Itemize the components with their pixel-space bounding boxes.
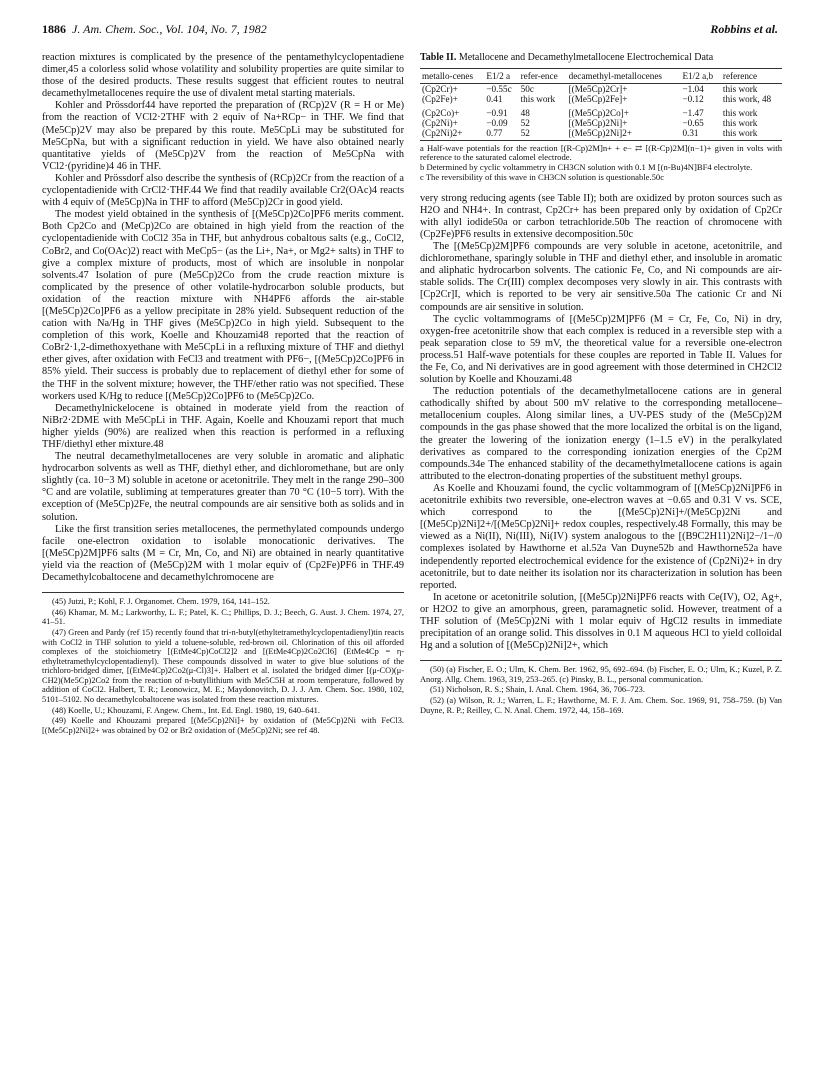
footnote: (51) Nicholson, R. S.; Shain, I. Anal. Chem. 1964, 36, 706–723.: [430, 685, 645, 695]
table-footnotes: [420, 144, 782, 183]
table-cell: (Cp2Ni)+: [422, 117, 458, 128]
table-cell: 50c: [520, 83, 534, 94]
footnote: (52) (a) Wilson, R. J.; Warren, L. F.; Hawthorne, M. F. J. Am. Chem. Soc. 1969, 91, 758–759. (b) Van Duyne, R. P.; Reilley, C. N. Anal. Chem. 1972, 44, 158–169.: [420, 696, 782, 715]
table-cell: [(Me5Cp)2Fe]+: [568, 93, 628, 104]
body-paragraph: The [(Me5Cp)2M]PF6 compounds are very soluble in acetone, acetonitrile, and dichloromethane, sparingly soluble in THF and diethyl ether, and insoluble in aromatic and aliphatic hydrocarbon solvents. The cationic Fe, Co, and Ni compounds are air-stable solids. The Cr(III) complex decomposes very slowly in air. This contrasts with [Cp2Cr]I, which is reported to be very air sensitive.50a The cationic Cr and Ni compounds are air sensitive in solution.: [420, 241, 782, 313]
table-cell: 52: [519, 128, 567, 141]
table-label: Table II.: [420, 52, 457, 63]
table-cell: this work: [520, 93, 556, 104]
footnote: (49) Koelle and Khouzami prepared [(Me5Cp)2Ni]+ by oxidation of (Me5Cp)2Ni with FeCl3. [(Me5Cp)2Ni]2+ was obtained by O2 or Br2 oxidation of (Me5Cp)2Ni; see ref 48.: [42, 716, 404, 735]
page-number: 1886: [42, 22, 66, 36]
table-row: [420, 83, 782, 94]
footnote: (47) Green and Pardy (ref 15) recently found that tri-n-butyl(ethyltetramethylcyclopentadienyl)tin reacts with CoCl2 in THF solution to yield a toluene-soluble, red-brown oil. Chlorination of this oil afforded complexes of the stoichiometry [(EtMe4Cp)CoCl2]2 and [(EtMe4Cp)2Co2Cl6] (EtMe4Cp = η-ethyltetramethylcyclopentadienyl). These compounds dissolved in water to give blue solutions of the trichloro-bridged dimer, [(EtMe4Cp)2Co2(μ-Cl)3]+. Halbert et al. isolated the bridged dimer [(μ-CO)(μ-CH2)(Me5Cp)2Co2 from the reaction of n-butyllithium with Me5C5H at room temperature, followed by addition of CoCl2. Halbert, T. R.; Leonowicz, M. E.; Maydonovitch, D. J. J. Am. Chem. Soc. 1980, 102, 5101–5102. No decamethylcobaltocene was isolated from these reaction mixtures.: [42, 627, 404, 705]
table-footnote: a Half-wave potentials for the reaction [(R-Cp)2M]n+ + e− ⇄ [(R-Cp)2M](n−1)+ given in volts with reference to the saturated calomel electrode.: [420, 142, 782, 163]
table-caption: [420, 52, 782, 64]
table-row: [420, 128, 782, 141]
table-cell: −1.47: [682, 107, 704, 118]
body-paragraph: reaction mixtures is complicated by the presence of the pentamethylcyclopentadiene dimer,45 a colorless solid whose volatility and solubility properties are quite similar to those of the desired products. These results suggest that efficient routes to neutral decamethylmetallocenes require the use of divalent metal starting materials.: [42, 52, 404, 100]
table-header: E1/2 a,b: [680, 68, 720, 83]
table-cell: [(Me5Cp)2Co]+: [568, 107, 629, 118]
table-cell: −0.12: [682, 93, 704, 104]
body-paragraph: very strong reducing agents (see Table II); both are oxidized by proton sources such as H2O and NH4+. In contrast, Cp2Cr+ has been prepared only by oxidation of Cp2Cr with allyl iodide50a or carbon tetrachloride.50b The reaction of chromocene with (Cp2Fe)PF6 results in extensive decomposition.50c: [420, 192, 782, 240]
table-cell: −0.65: [682, 117, 704, 128]
table-cell: this work: [722, 107, 758, 118]
table-title: Metallocene and Decamethylmetallocene Electrochemical Data: [458, 52, 714, 63]
table-cell: this work, 48: [722, 93, 772, 104]
running-header: [42, 22, 778, 38]
table-cell: this work: [721, 128, 782, 141]
table-cell: −0.09: [486, 117, 508, 128]
table-header: E1/2 a: [484, 68, 518, 83]
table-cell: this work: [722, 117, 758, 128]
right-column: [420, 52, 782, 716]
table-footnote: c The reversibility of this wave in CH3CN solution is questionable.50c: [420, 171, 665, 182]
journal-citation: J. Am. Chem. Soc., Vol. 104, No. 7, 1982: [72, 22, 267, 36]
body-paragraph: The reduction potentials of the decamethylmetallocene cations are in general cathodically shifted by about 500 mV relative to the corresponding metallocene–metallocenium couples. Along similar lines, a UV-PES study of the (Me5Cp)2M compounds in the gas phase showed that the more localized the orbital is on the ligand, the greater the lowering of the ionization energy (1–1.5 eV) in the peralkylated derivatives as compared to the corresponding ionization energies of the Cp2M compounds.34e The enhanced stability of the decamethylmetallocene cations is again attributed to the electron-donating properties of the substituent methyl groups.: [420, 386, 782, 482]
table-cell: this work: [722, 83, 758, 94]
table-cell: −0.55c: [486, 83, 512, 94]
footnotes: [42, 597, 404, 735]
table-cell: −1.04: [682, 83, 704, 94]
body-paragraph: Like the first transition series metallocenes, the permethylated compounds undergo facile one-electron oxidation to isolable monocationic derivatives. The [(Me5Cp)2M]PF6 salts (M = Cr, Mn, Co, and Ni) are obtained in nearly quantitative yield via the reaction of (Me5Cp)2M with 1 molar equiv of (Cp2Fe)PF6 in THF.49 Decamethylcobaltocene and decamethylchromocene are: [42, 523, 404, 584]
table-header: metallo-cenes: [420, 68, 484, 83]
table-cell: [(Me5Cp)2Cr]+: [568, 83, 628, 94]
table-cell: 52: [520, 117, 530, 128]
table-cell: 0.77: [484, 128, 518, 141]
table-row: [420, 94, 782, 104]
table-cell: [(Me5Cp)2Ni]2+: [567, 128, 681, 141]
table-cell: (Cp2Co)+: [422, 107, 460, 118]
table-cell: (Cp2Cr)+: [422, 83, 458, 94]
body-paragraph: The modest yield obtained in the synthesis of [(Me5Cp)2Co]PF6 merits comment. Both Cp2Co and (MeCp)2Co are obtained in high yield from the reaction of the cyclopentadienide with CoCl2 35a in THF, but anhydrous cobaltous salts (e.g., CoCl2, CoBr2, and Co(OAc)2) react with MeCp5− (as the Li+, Na+, or Mg2+ salts) in THF to give a complex mixture of products, most of which are insoluble in nonpolar solvents.47 Isolation of pure (Me5Cp)2Co from the crude reaction mixture is complicated by the presence of other volatile-hydrocarbon soluble products, but oxidation of the reaction mixture with NH4PF6 affords the air-stable [(Me5Cp)2Co]PF6 as a yellow precipitate in 28% yield. Subsequent reduction of the cation with Na/Hg in THF gives (Me5Cp)2Co in high yield. Subsequent to the completion of this work, Koelle and Khouzami48 reported that the reaction of CoBr2·1,2-dimethoxyethane with Me5CpLi in a refluxing mixture of THF and diethyl ether gives, after oxidation with FeCl3 and treatment with PF6−, [(Me5Cp)2Co]PF6 in 85% yield. Their success is probably due to replacement of diethyl ether for some of the THF in the solvent mixture; however, the THF/ether ratio was not specified. These workers used K/Hg to reduce [(Me5Cp)2Co]PF6 to (Me5Cp)2Co.: [42, 209, 404, 402]
footnotes: [420, 665, 782, 715]
table-header: reference: [721, 68, 782, 83]
footnote-divider: [42, 592, 404, 593]
left-column: [42, 52, 404, 736]
body-paragraph: As Koelle and Khouzami found, the cyclic voltammogram of [(Me5Cp)2Ni]PF6 in acetonitrile exhibits two reversible, one-electron waves at −0.65 and 0.31 V vs. SCE, which correspond to the [(Me5Cp)2Ni]+/(Me5Cp)2Ni and [(Me5Cp)2Ni]2+/[(Me5Cp)2Ni]+ redox couples, respectively.48 Formally, this may be viewed as a Ni(II), Ni(III), Ni(IV) system analogous to the [(B9C2H11)2Ni]2−/1−/0 complexes isolated by Hawthorne et al.52a Van Duyne52b and Hawthorne52a have independently reported electrochemical evidence for the existence of (Cp2Ni)2+ in dry acetonitrile, but to date neither its isolation nor its characterization in solution has been reported.: [420, 482, 782, 591]
table-cell: (Cp2Ni)2+: [420, 128, 484, 141]
table-header: refer-ence: [519, 68, 567, 83]
footnote: (45) Jutzi, P.; Kohl, F. J. Organomet. Chem. 1979, 164, 141–152.: [52, 597, 270, 607]
table-cell: (Cp2Fe)+: [422, 93, 458, 104]
table-row: [420, 104, 782, 118]
table-cell: −0.91: [486, 107, 508, 118]
footnote: (48) Koelle, U.; Khouzami, F. Angew. Chem., Int. Ed. Engl. 1980, 19, 640–641.: [52, 705, 320, 715]
footnote: (50) (a) Fischer, E. O.; Ulm, K. Chem. Ber. 1962, 95, 692–694. (b) Fischer, E. O.; Ulm, K.; Kuzel, P. Z. Anorg. Allg. Chem. 1963, 319, 253–265. (c) Pinsky, B. L., personal communication.: [420, 665, 782, 684]
body-paragraph: Decamethylnickelocene is obtained in moderate yield from the reaction of NiBr2·2DME with Me5CpLi in THF. Again, Koelle and Khouzami report that much higher yields (90%) are realized when this reaction is performed in a refluxing THF/diethyl ether mixture.48: [42, 402, 404, 450]
table-cell: 0.41: [486, 93, 503, 104]
table-cell: 0.31: [680, 128, 720, 141]
table-row: [420, 118, 782, 128]
table-cell: [(Me5Cp)2Ni]+: [568, 117, 628, 128]
table-header: decamethyl-metallocenes: [567, 68, 681, 83]
footnote-divider: [420, 660, 782, 661]
table-cell: 48: [520, 107, 530, 118]
body-paragraph: In acetone or acetonitrile solution, [(Me5Cp)2Ni]PF6 reacts with Ce(IV), O2, Ag+, or H2O2 to give an amorphous, green, paramagnetic solid. However, treatment of a THF solution of (Me5Cp)2Ni with 1 molar equiv of HgCl2 results in immediate precipitation of an orange solid. This dissolves in 0.1 M aqueous HCl to yield colloidal Hg and a solution of [(Me5Cp)2Ni]2+, which: [420, 591, 782, 652]
body-paragraph: Kohler and Prössdorf also describe the synthesis of (RCp)2Cr from the reaction of a cyclopentadienide with CrCl2·THF.44 We find that readily available Cr2(OAc)4 reacts with 4 equiv of (Me5Cp)Na in THF to afford (Me5Cp)2Cr in good yield.: [42, 172, 404, 209]
body-paragraph: The neutral decamethylmetallocenes are very soluble in aromatic and aliphatic hydrocarbon solvents as well as THF, diethyl ether, and dichloromethane, but are only slightly (ca. 10−3 M) soluble in acetone or acetonitrile. They melt in the range 290–300 °C and are volatile, subliming at temperatures greater than 70 °C (10−5 torr). With the exception of (Me5Cp)2Fe, the neutral compounds are air sensitive both as solids and in solution.: [42, 451, 404, 523]
body-paragraph: The cyclic voltammograms of [(Me5Cp)2M]PF6 (M = Cr, Fe, Co, Ni) in dry, oxygen-free acetonitrile show that each complex is reduced in a reversible step with a peak separation close to 59 mV, the theoretical value for a reversible one-electron process.51 Half-wave potentials for these couples are reported in Table II. Values for the Fe, Co, and Ni derivatives are in good agreement with those determined in CH2Cl2 solution by Koelle and Khouzami.48: [420, 313, 782, 386]
footnote: (46) Khamar, M. M.; Larkworthy, L. F.; Patel, K. C.; Phillips, D. J.; Beech, G. Aust. J. Chem. 1974, 27, 41–51.: [42, 607, 404, 627]
running-authors: Robbins et al.: [710, 22, 778, 36]
table-footnote: b Determined by cyclic voltammetry in CH3CN solution with 0.1 M [(n-Bu)4N]BF4 electrolyte.: [420, 162, 753, 173]
body-paragraph: Kohler and Prössdorf44 have reported the preparation of (RCp)2V (R = H or Me) from the reaction of VCl2·2THF with 2 equiv of Na+RCp− in THF. We find that (Me5Cp)2V may also be prepared by this route. Me5CpLi may be substituted for Me5CpNa, but with a significant reduction in yield. We have also obtained nearly quantitative yields of (Me5Cp)2V from the reaction of Me5CpNa with VCl2·(pyridine)4 46 in THF.: [42, 100, 404, 172]
electrochemical-data-table: [420, 68, 782, 141]
